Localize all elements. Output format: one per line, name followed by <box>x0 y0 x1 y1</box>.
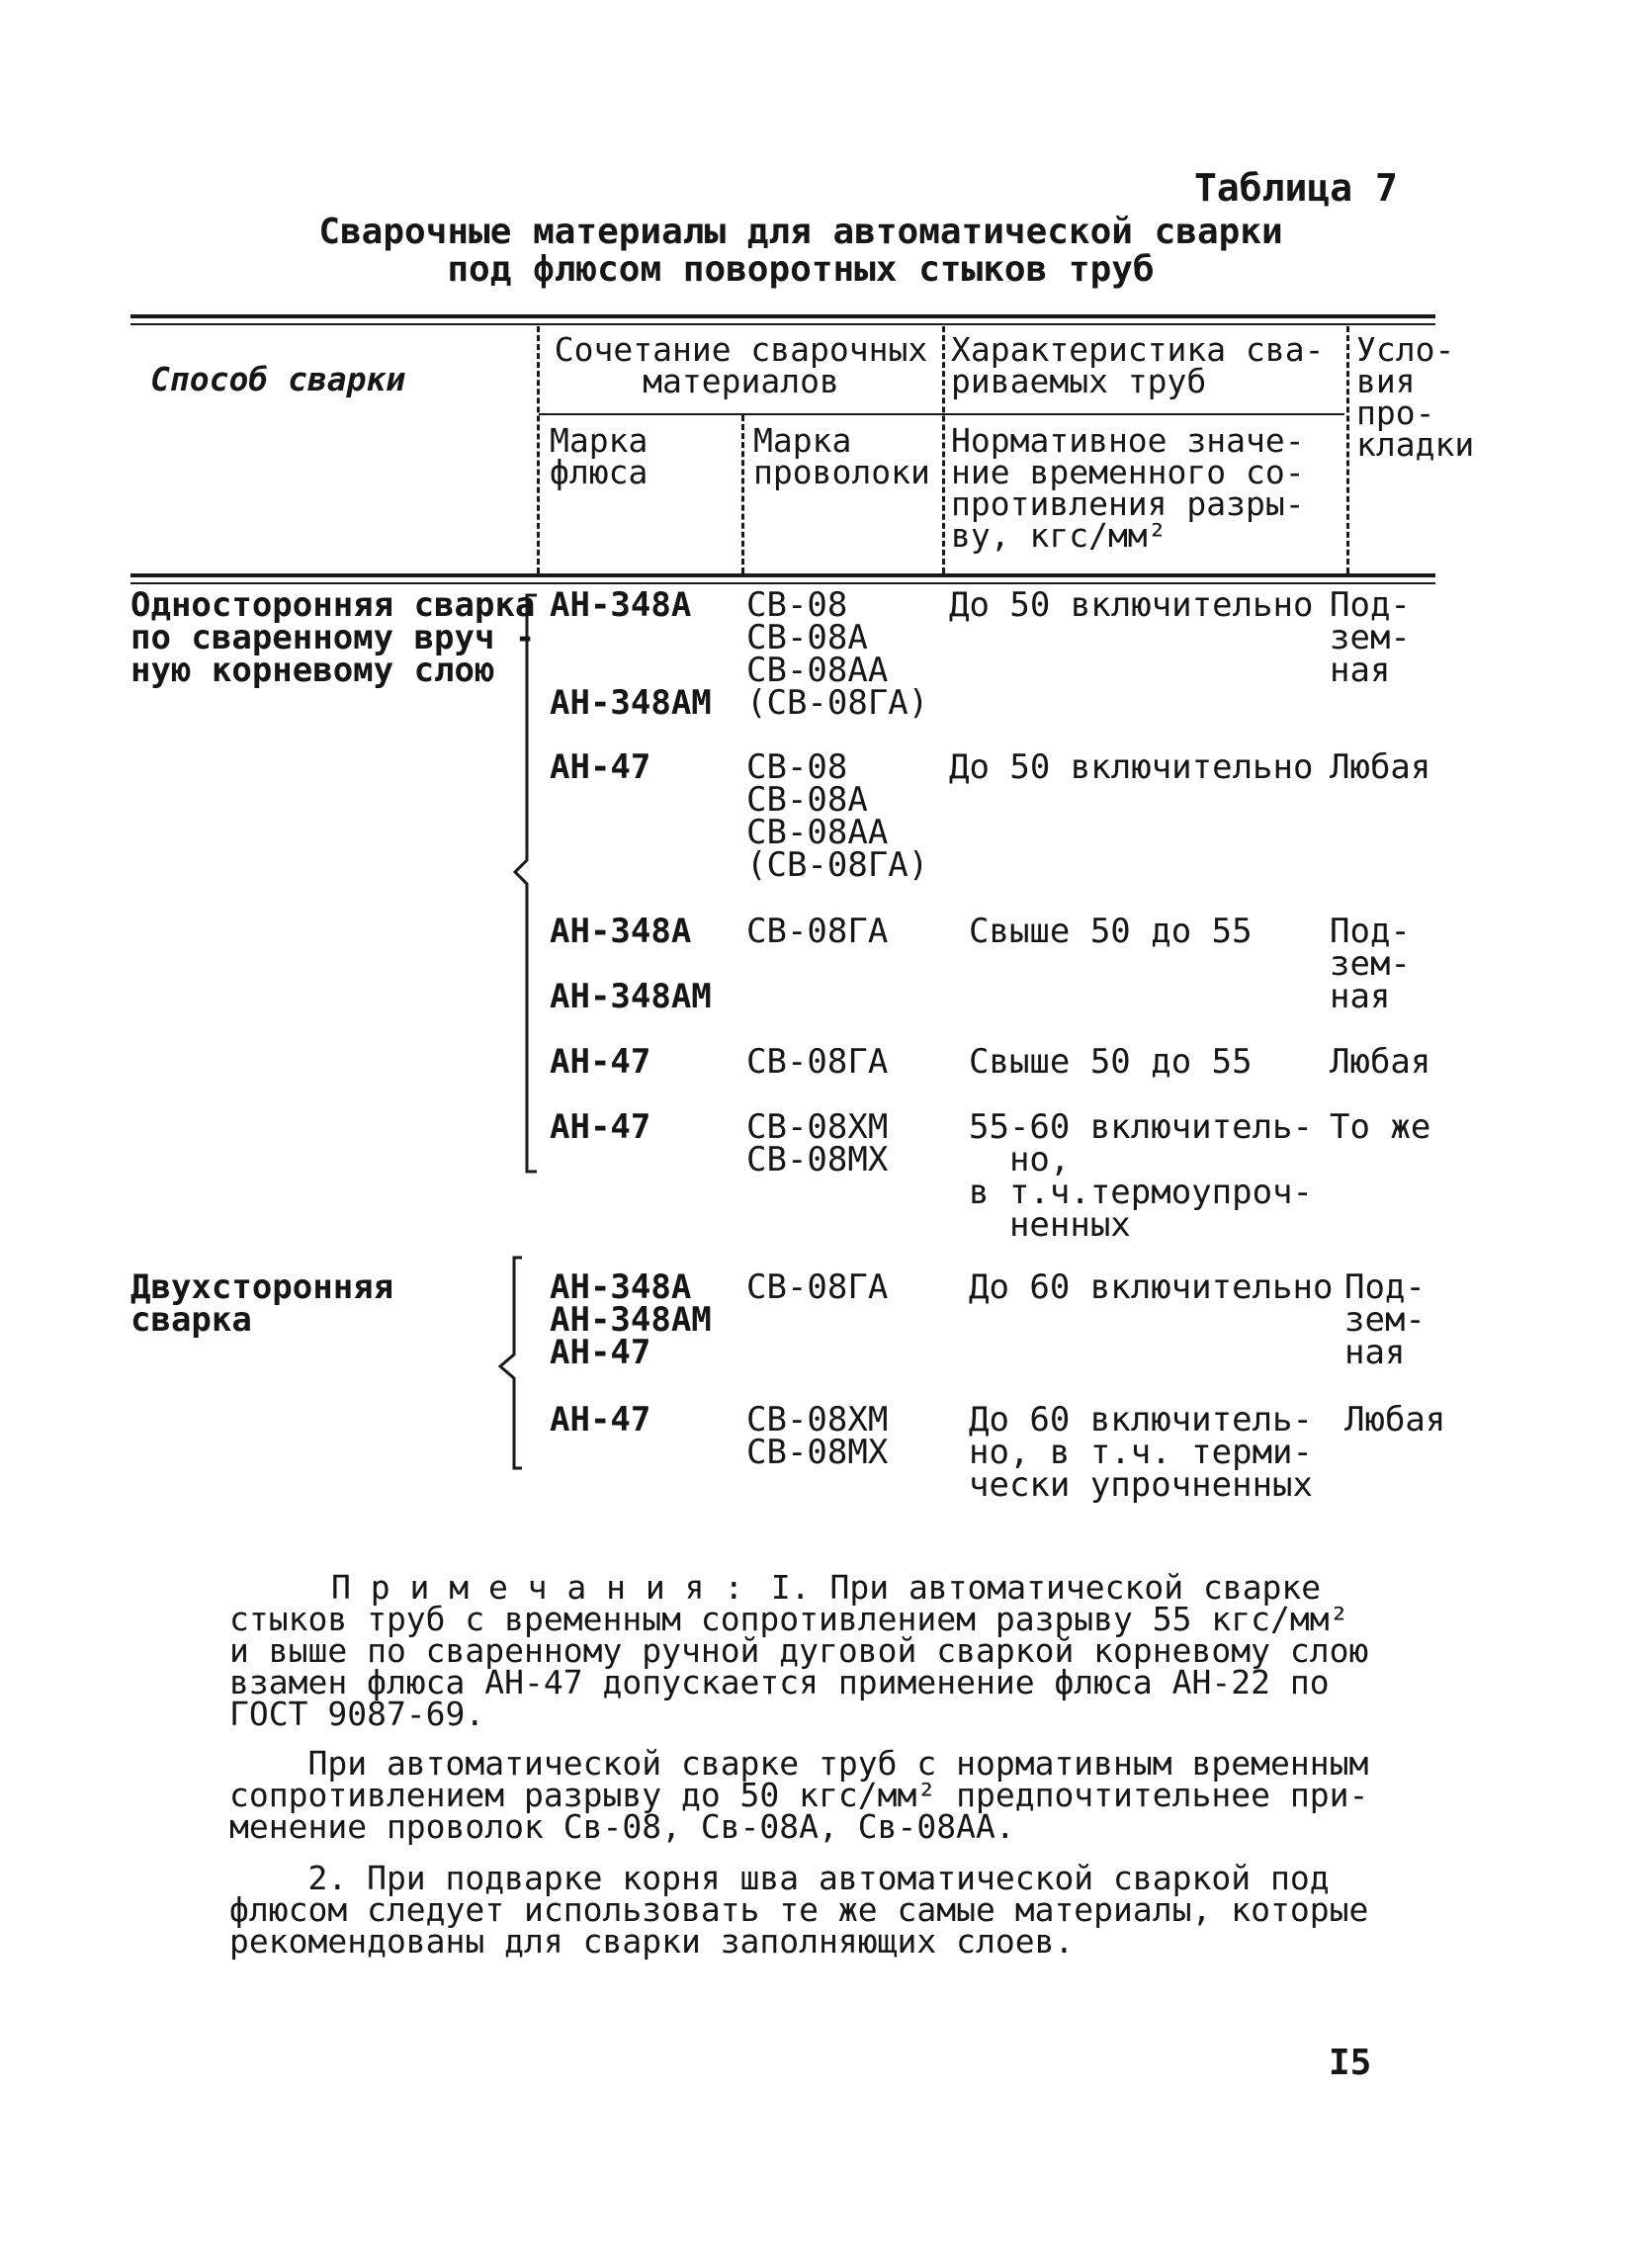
note1-first-line: I. При автоматической сварке <box>751 1568 1322 1607</box>
table-title-line2: под флюсом поворотных стыков труб <box>447 249 1155 290</box>
row3-flux: АН-348А АН-348АМ <box>550 912 712 1016</box>
row5-conditions: То же <box>1330 1107 1431 1147</box>
row1-flux: АН-348А АН-348АМ <box>550 585 712 723</box>
row7-conditions: Любая <box>1344 1400 1446 1439</box>
table-title-line1: Сварочные материалы для автоматической сварки <box>318 212 1283 252</box>
header-bottom-rule <box>130 573 1435 577</box>
header-strength: Нормативное значе- ние временного со- противления разры- ву, кгс/мм² <box>951 421 1305 555</box>
header-divider-3 <box>942 326 945 573</box>
row5-flux: АН-47 <box>550 1107 651 1147</box>
row6-conditions: Под- зем- ная <box>1344 1267 1426 1372</box>
row1-conditions: Под- зем- ная <box>1330 585 1411 690</box>
header-divider-4 <box>1346 326 1349 573</box>
table-label: Таблица 7 <box>1194 166 1398 210</box>
row7-strength: До 60 включитель- но, в т.ч. терми- чески упрочненных <box>969 1400 1313 1505</box>
row4-wire: СВ-08ГА <box>746 1042 889 1082</box>
row4-strength: Свыше 50 до 55 <box>969 1042 1253 1082</box>
page-number: I5 <box>1329 2043 1372 2083</box>
table-top-rule <box>130 314 1435 318</box>
header-divider-1 <box>537 326 540 573</box>
row5-strength: 55-60 включитель- но, в т.ч.термоупроч- ненных <box>969 1107 1313 1245</box>
row2-flux: АН-47 <box>550 747 651 787</box>
header-conditions: Усло- вия про- кладки <box>1356 330 1475 464</box>
row6-flux: АН-348А АН-348АМ АН-47 <box>550 1267 712 1372</box>
header-divider-2 <box>741 415 744 573</box>
row2-conditions: Любая <box>1330 747 1431 787</box>
method-two-sided: Двухсторонняя сварка <box>130 1267 394 1340</box>
header-wire: Марка проволоки <box>753 421 930 491</box>
row1-wire: СВ-08 СВ-08А СВ-08АА (СВ-08ГА) <box>746 585 929 723</box>
note1-text: стыков труб с временным сопротивлением разрыву 55 кгс/мм² и выше по сваренному ручной дуговой сваркой корневому слою взамен флюса АН-47 допускается применение флюса АН-22 по ГОСТ 9087-69. <box>229 1600 1369 1733</box>
notes-heading: П р и м е ч а н и я : <box>331 1568 744 1607</box>
row4-flux: АН-47 <box>550 1042 651 1082</box>
note2-text: 2. При подварке корня шва автоматической сваркой под флюсом следует использовать те же самые материалы, которые рекомендованы для сварки заполняющих слоев. <box>229 1859 1369 1961</box>
note1-paragraph2: При автоматической сварке труб с нормативным временным сопротивлением разрыву до 50 кгс/мм² предпочтительнее при- менение проволок Св-08, Св-08А, Св-08АА. <box>229 1744 1369 1846</box>
row3-strength: Свыше 50 до 55 <box>969 912 1253 951</box>
row2-strength: До 50 включительно <box>949 747 1314 787</box>
row4-conditions: Любая <box>1330 1042 1431 1082</box>
row2-wire: СВ-08 СВ-08А СВ-08АА (СВ-08ГА) <box>746 747 929 885</box>
row3-conditions: Под- зем- ная <box>1330 912 1411 1016</box>
row7-flux: АН-47 <box>550 1400 651 1439</box>
header-characteristics: Характеристика сва- риваемых труб <box>951 330 1325 400</box>
brace-two-sided <box>494 1256 534 1473</box>
row1-strength: До 50 включительно <box>949 585 1314 625</box>
header-method: Способ сварки <box>150 360 406 398</box>
row5-wire: СВ-08ХМ СВ-08МХ <box>746 1107 889 1179</box>
header-flux: Марка флюса <box>550 421 649 491</box>
row6-strength: До 60 включительно <box>969 1267 1334 1307</box>
row7-wire: СВ-08ХМ СВ-08МХ <box>746 1400 889 1472</box>
row3-wire: СВ-08ГА <box>746 912 889 951</box>
method-one-sided: Односторонняя сварка по сваренному вруч - ную корневому слою <box>130 585 536 690</box>
row6-wire: СВ-08ГА <box>746 1267 889 1307</box>
header-combination: Сочетание сварочных материалов <box>554 330 928 400</box>
table-top-rule-thin <box>130 323 1435 325</box>
header-bottom-rule-thin <box>130 582 1435 584</box>
